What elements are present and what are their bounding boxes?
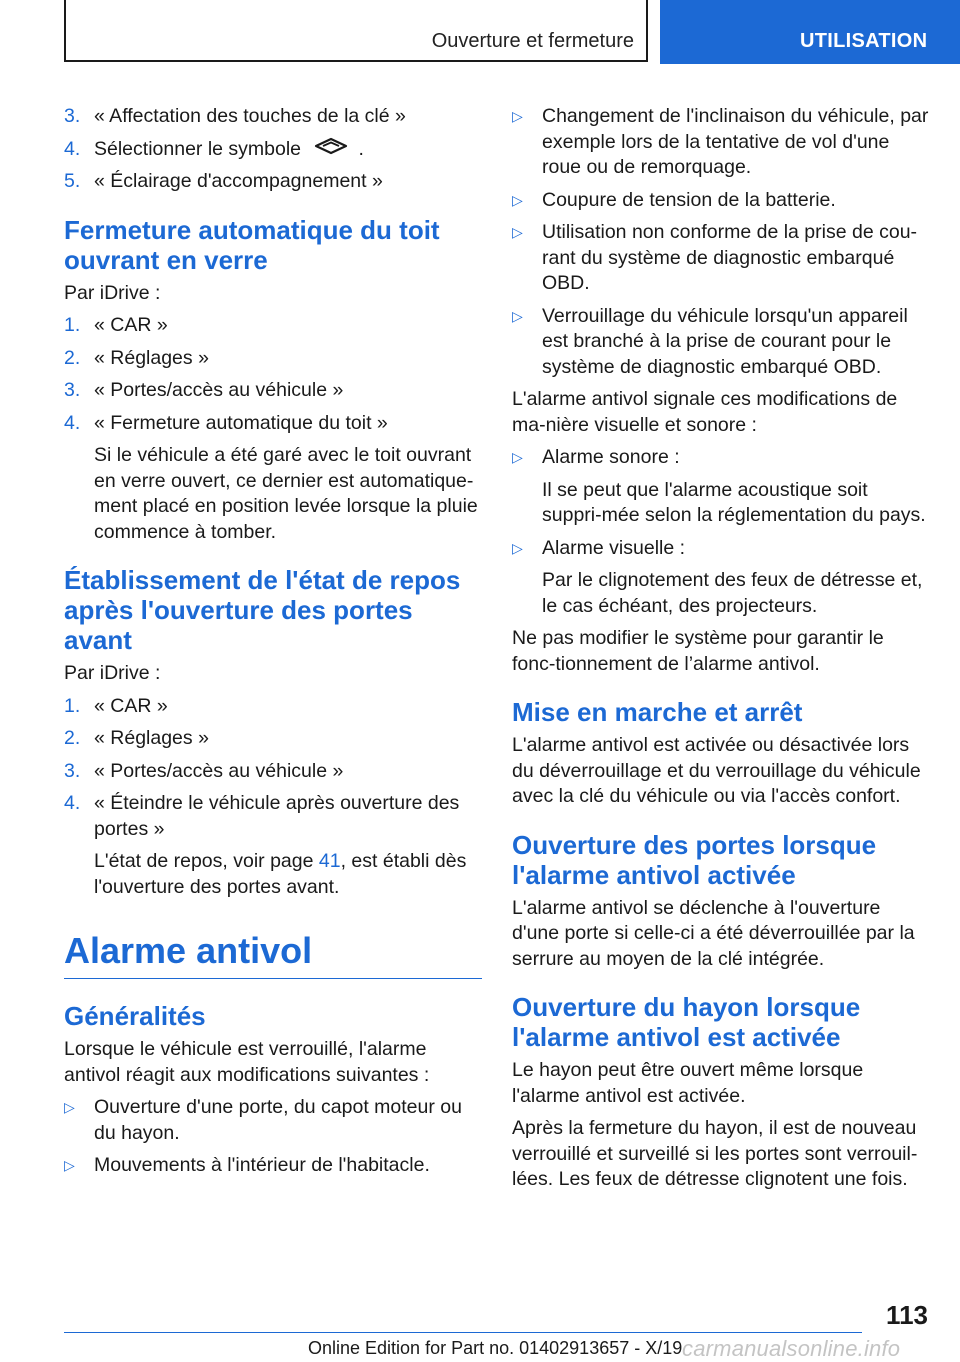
step-item <box>64 759 482 785</box>
step-number: 1. <box>64 694 81 717</box>
idrive-label: Par iDrive : <box>64 281 161 304</box>
triangle-right-outline-icon: ▷ <box>512 307 523 324</box>
note-text: L'état de repos, voir page <box>94 850 319 873</box>
step-item <box>64 104 482 130</box>
step-number: 4. <box>64 411 81 434</box>
heading-rest-state: Établissement de l'état de repos après l'ouverture des portes avant <box>64 565 461 656</box>
no-modify-paragraph: Ne pas modifier le système pour garantir le fonc-tionnement de l’alarme antivol. <box>512 627 884 675</box>
step-text: « CAR » <box>94 314 168 337</box>
bullet-text: Alarme sonore : <box>542 446 680 468</box>
car-outline-icon <box>314 137 348 163</box>
triangle-right-outline-icon: ▷ <box>64 1099 75 1116</box>
tailgate-paragraph: Après la fermeture du hayon, il est de nouveau verrouillé et surveillé si les portes sont verrouil-lées. Les feux de détresse clignotent une fois. <box>512 1117 918 1190</box>
heading-tailgate: Ouverture du hayon lorsque l'alarme antivol est activée <box>512 992 861 1052</box>
chapter-title: Ouverture et fermeture <box>431 30 634 52</box>
bullet-text: Ouverture d'une porte, du capot moteur ou du hayon. <box>94 1096 462 1144</box>
list-item <box>512 304 930 381</box>
doors-paragraph: L'alarme antivol se déclenche à l'ouverture d'une porte si celle-ci a été déverrouillée par la serrure au moyen de la clé intégrée. <box>512 896 915 970</box>
list-item <box>64 1095 482 1146</box>
step-number: 2. <box>64 727 81 750</box>
step-item <box>64 137 482 163</box>
header-chapter-box <box>64 0 648 62</box>
triangle-right-outline-icon: ▷ <box>512 539 523 556</box>
step-item <box>64 791 482 842</box>
tailgate-paragraph: Le hayon peut être ouvert même lorsque l'alarme antivol est activée. <box>512 1059 864 1107</box>
edition-text: Online Edition for Part no. 01402913657 - X/19 <box>308 1338 683 1358</box>
watermark: carmanualsonline.info <box>682 1336 901 1361</box>
on-off-paragraph: L'alarme antivol est activée ou désactivée lors du déverrouillage et du verrouillage du véhicule avec la clé du véhicule ou via l'accès confort. <box>512 734 921 807</box>
list-item <box>512 220 930 297</box>
bullet-text: Coupure de tension de la batterie. <box>542 188 836 211</box>
list-item <box>512 188 930 214</box>
step-text: « Portes/accès au véhicule » <box>94 379 344 402</box>
step-item <box>64 378 482 404</box>
step-number: 4. <box>64 137 81 160</box>
step-item <box>64 694 482 720</box>
step-number: 5. <box>64 170 81 193</box>
step-suffix: . <box>358 137 364 160</box>
step-number: 3. <box>64 379 81 402</box>
step-number: 2. <box>64 346 81 369</box>
bullet-note: Par le clignotement des feux de détresse et, le cas échéant, des projecteurs. <box>542 569 923 617</box>
triangle-right-outline-icon: ▷ <box>512 191 523 208</box>
general-paragraph: Lorsque le véhicule est verrouillé, l'alarme antivol réagit aux modifications suivantes : <box>64 1038 430 1086</box>
idrive-label: Par iDrive : <box>64 662 161 685</box>
bullet-text: Changement de l'inclinaison du véhicule, par exemple lors de la tentative de vol d'une roue ou de remorquage. <box>542 105 929 178</box>
list-item <box>512 536 930 562</box>
step-text: « Réglages » <box>94 727 209 750</box>
list-item <box>512 104 930 181</box>
triangle-right-outline-icon: ▷ <box>64 1157 75 1174</box>
list-item <box>512 445 930 471</box>
step-number: 4. <box>64 792 81 815</box>
triangle-right-outline-icon: ▷ <box>512 108 523 124</box>
step-number: 1. <box>64 314 81 337</box>
step-text: « Éteindre le véhicule après ouverture des portes » <box>94 792 460 840</box>
bullet-text: Utilisation non conforme de la prise de cou-rant du système de diagnostic embarqué OBD. <box>542 221 918 294</box>
note-text: , est établi dès l'ouverture des portes avant. <box>94 850 467 898</box>
page-number: 113 <box>886 1300 928 1330</box>
page-reference-link[interactable]: 41 <box>318 850 341 873</box>
right-column <box>512 104 930 1200</box>
bullet-note: Il se peut que l'alarme acoustique soit suppri-mée selon la réglementation du pays. <box>542 478 926 526</box>
heading-on-off: Mise en marche et arrêt <box>512 697 803 727</box>
heading-auto-close: Fermeture automatique du toit ouvrant en verre <box>64 214 440 275</box>
left-column <box>64 104 482 1186</box>
step-number: 3. <box>64 759 81 782</box>
bullet-text: Alarme visuelle : <box>542 536 686 559</box>
triangle-right-outline-icon: ▷ <box>512 224 523 240</box>
step-note <box>64 849 482 900</box>
step-note: Si le véhicule a été garé avec le toit ouvrant en verre ouvert, ce dernier est automatique-ment placé en position levée lorsque la pluie commence à tomber. <box>94 444 478 543</box>
heading-general: Généralités <box>64 1001 206 1032</box>
heading-doors: Ouverture des portes lorsque l'alarme antivol activée <box>512 829 877 890</box>
step-item <box>64 726 482 752</box>
step-item <box>64 313 482 339</box>
bullet-text: Mouvements à l'intérieur de l'habitacle. <box>94 1154 430 1177</box>
header-section-box <box>660 0 960 64</box>
step-text: « CAR » <box>94 694 168 717</box>
bullet-text: Verrouillage du véhicule lorsqu'un appareil est branché à la prise de courant pour le système de diagnostic embarqué OBD. <box>542 304 908 378</box>
step-text: Sélectionner le symbole <box>94 137 302 160</box>
step-text: « Réglages » <box>94 346 209 369</box>
section-title: UTILISATION <box>800 30 928 52</box>
step-item <box>64 411 482 437</box>
signal-paragraph: L'alarme antivol signale ces modifications de ma-nière visuelle et sonore : <box>512 388 898 436</box>
step-item <box>64 346 482 372</box>
step-number: 3. <box>64 105 81 127</box>
footer-divider <box>64 1332 862 1333</box>
list-item <box>64 1153 482 1179</box>
step-item <box>64 169 482 195</box>
step-text: « Portes/accès au véhicule » <box>94 759 344 782</box>
step-text: « Éclairage d'accompagnement » <box>94 170 383 193</box>
step-text: « Fermeture automatique du toit » <box>94 411 388 434</box>
step-text: « Affectation des touches de la clé » <box>94 105 406 127</box>
heading-alarm: Alarme antivol <box>64 930 482 979</box>
triangle-right-outline-icon: ▷ <box>512 449 523 465</box>
